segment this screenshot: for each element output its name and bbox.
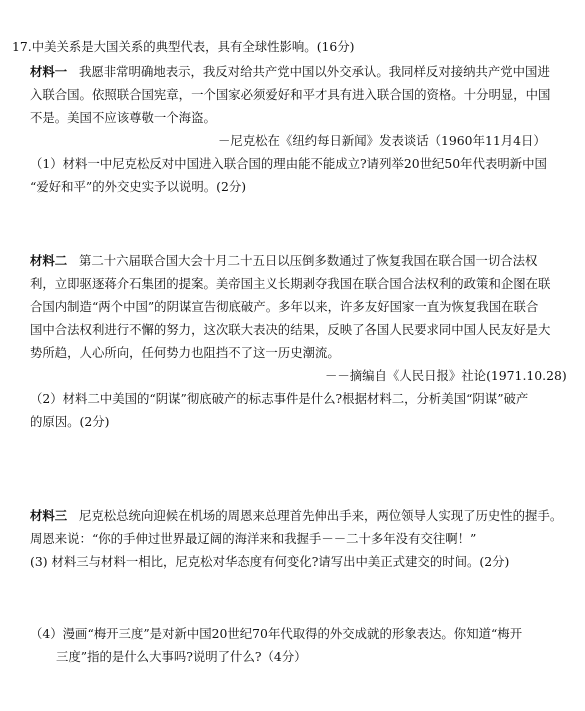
material1-label: 材料一 <box>30 64 68 79</box>
material3-text-line2: 周恩来说：“你的手伸过世界最辽阔的海洋来和我握手－－二十多年没有交往啊！” <box>30 531 477 546</box>
q3-line1: (3) 材料三与材料一相比，尼克松对华态度有何变化?请写出中美正式建交的时间。(2分) <box>30 554 510 569</box>
material1-text-line1: 我愿非常明确地表示，我反对给共产党中国以外交承认。我同样反对接纳共产党中国进 <box>79 64 550 79</box>
q1-line1: （1）材料一中尼克松反对中国进入联合国的理由能不能成立?请列举20世纪50年代表明新中国 <box>30 156 547 171</box>
material3-label: 材料三 <box>30 508 68 523</box>
material1-source: －尼克松在《纽约每日新闻》发表谈话（1960年11月4日） <box>218 133 546 148</box>
q1-line2: “爱好和平”的外交史实予以说明。(2分) <box>30 179 247 194</box>
material2-text-line2: 利，立即驱逐蒋介石集团的提案。美帝国主义长期剥夺我国在联合国合法权利的政策和企图在联 <box>30 276 551 291</box>
q4-line1: （4）漫画“梅开三度”是对新中国20世纪70年代取得的外交成就的形象表达。你知道“梅开 <box>30 626 523 641</box>
material1-text-line2: 入联合国。依照联合国宪章，一个国家必须爱好和平才具有进入联合国的资格。十分明显，中国 <box>30 87 551 102</box>
material2-text-line1: 第二十六届联合国大会十月二十五日以压倒多数通过了恢复我国在联合国一切合法权 <box>79 253 538 268</box>
material3-text-line1: 尼克松总统向迎候在机场的周恩来总理首先伸出手来，两位领导人实现了历史性的握手。 <box>79 508 563 523</box>
question-title: 17.中美关系是大国关系的典型代表，具有全球性影响。(16分) <box>12 39 355 54</box>
q2-line2: 的原因。(2分) <box>30 414 110 429</box>
material2-text-line4: 国中合法权利进行不懈的努力，这次联大表决的结果，反映了各国人民要求同中国人民友好是大 <box>30 322 551 337</box>
q4-line2: 三度”指的是什么大事吗?说明了什么?（4分） <box>56 649 307 664</box>
q2-line1: （2）材料二中美国的“阴谋”彻底破产的标志事件是什么?根据材料二，分析美国“阴谋”破产 <box>30 391 529 406</box>
material2-text-line3: 合国内制造“两个中国”的阴谋宣告彻底破产。多年以来，许多友好国家一直为恢复我国在联合 <box>30 299 539 314</box>
material2-source: －－摘编自《人民日报》社论(1971.10.28) <box>325 368 567 383</box>
material1-text-line3: 不是。美国不应该尊敬一个海盗。 <box>30 110 216 125</box>
material2-label: 材料二 <box>30 253 68 268</box>
material2-text-line5: 势所趋，人心所向，任何势力也阻挡不了这一历史潮流。 <box>30 345 340 360</box>
